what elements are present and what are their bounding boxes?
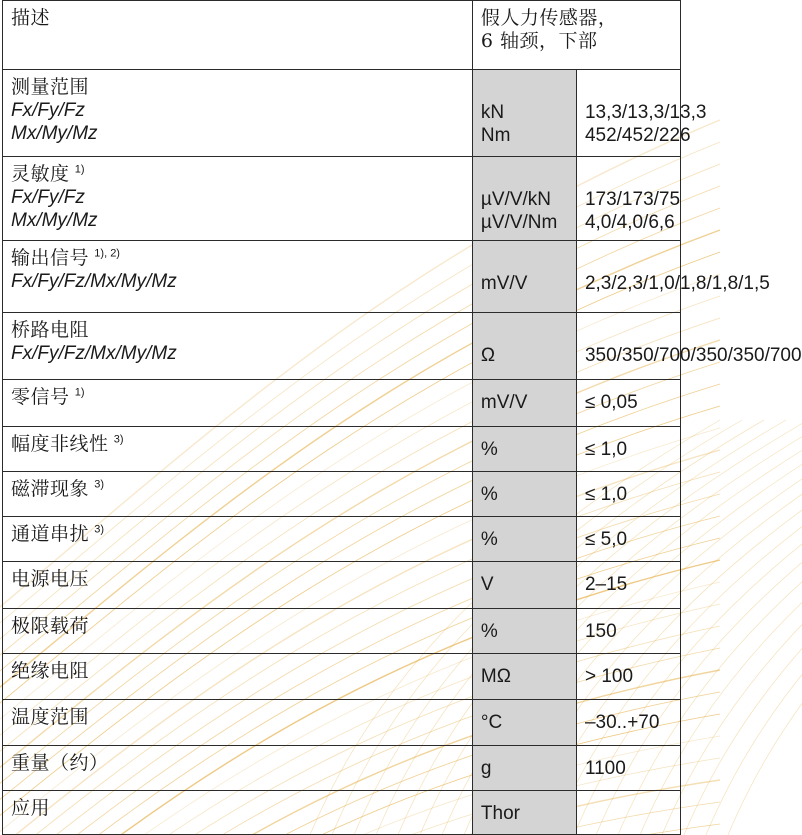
spec-row: [3, 313, 681, 380]
unit-text: kN: [480, 102, 505, 123]
value-cell: [576, 427, 680, 472]
component-label: Fx/Fy/Fz: [11, 187, 85, 208]
parameter-cell: [3, 562, 473, 609]
component-label: Fx/Fy/Fz: [11, 100, 85, 121]
parameter-label: 输出信号: [11, 247, 90, 269]
unit-text: mV/V: [480, 392, 528, 413]
parameter-cell: [3, 700, 473, 746]
unit-text: °C: [480, 712, 503, 733]
parameter-cell: [3, 1, 473, 70]
parameter-label: 通道串扰: [11, 523, 90, 545]
footnote-ref: 1): [74, 386, 85, 399]
value-text: 13,3/13,3/13,3: [584, 102, 707, 123]
unit-text: V: [480, 574, 494, 595]
parameter-label: 零信号: [11, 386, 70, 408]
parameter-cell: [3, 70, 473, 157]
parameter-label: 温度范围: [11, 706, 90, 728]
value-cell: [576, 157, 680, 241]
value-text: ≤ 1,0: [584, 439, 628, 460]
footnote-ref: 3): [113, 433, 124, 446]
unit-cell: [472, 313, 576, 380]
value-cell: [576, 746, 680, 791]
spec-row: [3, 562, 681, 609]
unit-text: Nm: [480, 125, 511, 146]
value-cell: [576, 241, 770, 313]
spec-row: [3, 746, 681, 791]
value-cell: [576, 472, 680, 517]
parameter-label: 绝缘电阻: [11, 660, 90, 682]
parameter-label: 电源电压: [11, 568, 90, 590]
footnote-ref: 1): [74, 163, 85, 176]
parameter-cell: [3, 427, 473, 472]
spec-row: [3, 517, 681, 562]
value-text: 350/350/700/350/350/700: [584, 345, 802, 366]
component-label: Mx/My/Mz: [11, 210, 98, 231]
unit-cell: [472, 791, 576, 835]
value-cell: [576, 562, 680, 609]
parameter-cell: [3, 654, 473, 700]
unit-text: µV/V/Nm: [480, 212, 558, 233]
value-text: 173/173/75: [584, 189, 681, 210]
parameter-cell: [3, 746, 473, 791]
spec-row: [3, 427, 681, 472]
value-text: ≤ 0,05: [584, 392, 638, 413]
parameter-cell: [3, 609, 473, 654]
spec-row: [3, 1, 681, 70]
parameter-label: 重量（约）: [11, 752, 109, 774]
spec-row: [3, 609, 681, 654]
parameter-label: 测量范围: [11, 76, 90, 98]
parameter-label: 极限载荷: [11, 615, 90, 637]
unit-cell: [472, 241, 576, 313]
parameter-label: 描述: [11, 7, 51, 29]
unit-cell: [472, 609, 576, 654]
parameter-label: 灵敏度: [11, 163, 70, 185]
value-cell: [576, 380, 680, 427]
parameter-label: 应用: [11, 797, 51, 819]
value-cell: [576, 700, 680, 746]
spec-row: [3, 157, 681, 241]
unit-cell: [472, 562, 576, 609]
unit-text: MΩ: [480, 666, 511, 687]
parameter-cell: [3, 517, 473, 562]
unit-text: %: [480, 621, 498, 642]
value-text: 2–15: [584, 574, 628, 595]
parameter-label: 桥路电阻: [11, 319, 90, 341]
unit-cell: [472, 746, 576, 791]
unit-cell: [472, 70, 576, 157]
unit-text: %: [480, 484, 498, 505]
unit-cell: [472, 1, 680, 70]
value-cell: [576, 517, 680, 562]
value-cell: [576, 70, 707, 157]
unit-text: Ω: [480, 345, 496, 366]
footnote-ref: 3): [94, 523, 105, 536]
component-label: Mx/My/Mz: [11, 123, 98, 144]
unit-cell: [472, 157, 576, 241]
spec-table: [2, 0, 802, 835]
description-text: 假人力传感器，: [480, 7, 618, 29]
spec-row: [3, 70, 681, 157]
spec-row: [3, 241, 681, 313]
parameter-cell: [3, 380, 473, 427]
parameter-cell: [3, 157, 473, 241]
value-cell: [576, 313, 802, 380]
parameter-cell: [3, 241, 473, 313]
value-text: 2,3/2,3/1,0/1,8/1,8/1,5: [584, 273, 770, 294]
value-text: > 100: [584, 666, 634, 687]
value-text: 4,0/4,0/6,6: [584, 212, 675, 233]
parameter-label: 幅度非线性: [11, 433, 109, 455]
description-text: 6 轴颈，下部: [480, 30, 598, 52]
parameter-cell: [3, 313, 473, 380]
unit-cell: [472, 700, 576, 746]
spec-row: [3, 791, 681, 835]
footnote-ref: 1), 2): [94, 247, 120, 260]
component-label: Fx/Fy/Fz/Mx/My/Mz: [11, 343, 177, 364]
value-text: 452/452/226: [584, 125, 691, 146]
parameter-cell: [3, 472, 473, 517]
spec-row: [3, 654, 681, 700]
parameter-label: 磁滞现象: [11, 478, 90, 500]
value-text: 150: [584, 621, 617, 642]
component-label: Fx/Fy/Fz/Mx/My/Mz: [11, 271, 177, 292]
unit-cell: [472, 517, 576, 562]
unit-cell: [472, 654, 576, 700]
value-cell: [576, 791, 680, 835]
unit-text: mV/V: [480, 273, 528, 294]
value-text: ≤ 5,0: [584, 529, 628, 550]
value-cell: [576, 609, 680, 654]
unit-text: µV/V/kN: [480, 189, 551, 210]
spec-row: [3, 700, 681, 746]
unit-cell: [472, 427, 576, 472]
spec-row: [3, 380, 681, 427]
unit-text: g: [480, 758, 492, 779]
footnote-ref: 3): [94, 478, 105, 491]
unit-text: %: [480, 439, 498, 460]
unit-cell: [472, 472, 576, 517]
value-text: –30..+70: [584, 712, 660, 733]
wave-line: [674, 420, 802, 835]
value-text: ≤ 1,0: [584, 484, 628, 505]
value-cell: [576, 654, 680, 700]
unit-text: %: [480, 529, 498, 550]
unit-text: Thor: [480, 803, 520, 824]
unit-cell: [472, 380, 576, 427]
value-text: 1100: [584, 758, 626, 779]
spec-row: [3, 472, 681, 517]
parameter-cell: [3, 791, 473, 835]
